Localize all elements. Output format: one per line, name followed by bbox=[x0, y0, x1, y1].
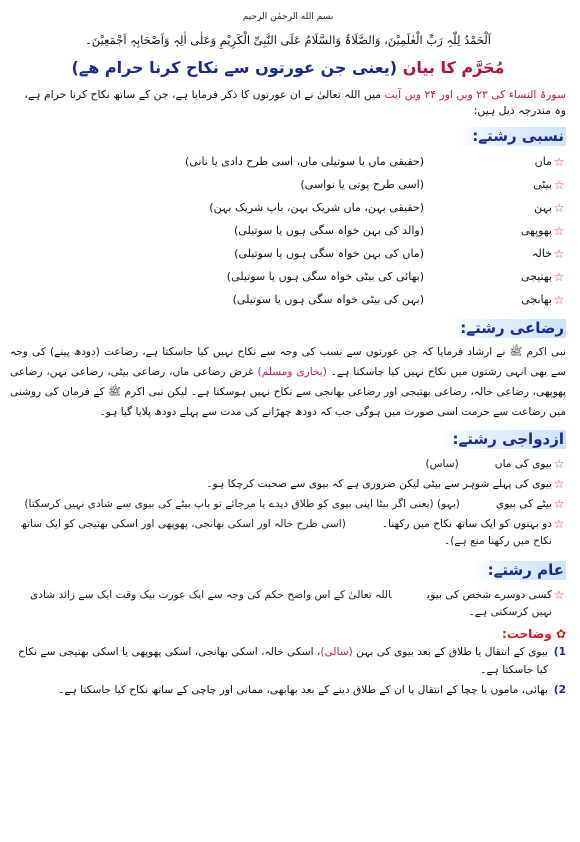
relation-desc: (والد کی بہن خواہ سگی ہوں یا سوتیلی) bbox=[234, 224, 424, 237]
item-highlight: (سالی) bbox=[320, 646, 353, 658]
star-icon: ☆ bbox=[553, 457, 565, 471]
aam-list bbox=[10, 587, 566, 621]
intro-text: میں اللہ تعالیٰ نے ان عورتوں کا ذکر فرمایا ہے، جن کے ساتھ نکاح کرنا حرام ہے، وہ مندرجہ ذیل ہیں: bbox=[24, 88, 566, 117]
opening-doxa: اَلْحَمْدُ لِلّٰہِ رَبِّ الْعٰلَمِیْنَ، وَالصَّلَاۃُ وَالسَّلَامُ عَلَی النَّبِیِّ الْکَرِیْمِ وَعَلٰی اٰلِہٖ وَاَصْحَابِہٖ اَجْمَعِیْنَ۔ bbox=[85, 33, 491, 47]
section-heading-aam: عام رشتے: bbox=[474, 561, 566, 580]
wazahat-list bbox=[10, 643, 566, 699]
relation-name: پھوپھی bbox=[520, 224, 552, 237]
item-text: بیٹے کی بیوی bbox=[495, 498, 552, 510]
item-text: دو بہنوں کو ایک ساتھ نکاح میں رکھنا۔ bbox=[381, 518, 552, 530]
relation-name: بہن bbox=[534, 201, 552, 214]
razai-paragraph bbox=[10, 342, 566, 422]
relation-name: بھانجی bbox=[521, 293, 552, 306]
intro-paragraph bbox=[10, 87, 566, 119]
wazahat-label: وضاحت: bbox=[502, 627, 552, 641]
bismillah: بسم الله الرحمٰن الرحیم bbox=[242, 12, 334, 22]
item-number: 2) bbox=[553, 684, 566, 696]
item-number: 1) bbox=[553, 646, 566, 658]
item-note: اللہ تعالیٰ کے اس واضح حکم کی وجہ سے ایک عورت بیک وقت ایک سے زائد شادی نہیں کرسکتی ہے۔ bbox=[30, 589, 552, 618]
intro-reference: سورۃ النساء کی ۲۳ ویں اور ۲۴ ویں آیت bbox=[384, 88, 566, 101]
list-item bbox=[10, 681, 566, 699]
list-item bbox=[10, 288, 566, 311]
star-icon: ☆ bbox=[553, 200, 565, 215]
page-title bbox=[10, 58, 566, 77]
title-main: مُحَرَّم کا بیان bbox=[402, 58, 505, 77]
star-icon: ☆ bbox=[553, 246, 565, 261]
item-text: بیوی کی پہلے شوہر سے بیٹی لیکن ضروری ہے کہ بیوی سے صحبت کرچکا ہو۔ bbox=[206, 478, 552, 490]
star-icon: ☆ bbox=[553, 588, 565, 602]
relation-desc: (حقیقی بہن، ماں شریک بہن، باپ شریک بہن) bbox=[209, 201, 424, 214]
relation-desc: (ماں کی بہن خواہ سگی ہوں یا سوتیلی) bbox=[234, 247, 424, 260]
list-item bbox=[10, 173, 566, 196]
list-item bbox=[10, 456, 566, 473]
item-note: (اسی طرح خالہ اور اسکی بھانجی، پھوپھی اور اسکی بھتیجی کو ایک ساتھ نکاح میں رکھنا منع ہے)۔ bbox=[20, 518, 552, 547]
section-heading-nasabi: نسبی رشتے: bbox=[458, 127, 566, 146]
nasabi-list bbox=[10, 150, 566, 311]
item-text-cont: ، اسکی خالہ، اسکی بھانجی، اسکی پھوپھی یا اسکی بھتیجی سے نکاح کیا جاسکتا ہے۔ bbox=[18, 646, 548, 676]
section-heading-izdiwaji: ازدواجی رشتے: bbox=[439, 430, 566, 449]
list-item bbox=[10, 643, 566, 679]
star-icon: ☆ bbox=[553, 477, 565, 491]
list-item bbox=[10, 496, 566, 513]
title-sub: (یعنی جن عورتوں سے نکاح کرنا حرام ھے) bbox=[71, 58, 398, 77]
item-text: بھائی، ماموں یا چچا کے انتقال یا ان کے طلاق دینے کے بعد بھابھی، ممانی اور چاچی کے ساتھ نکاح کیا جاسکتا ہے۔ bbox=[58, 684, 548, 696]
item-text: بیوی کے انتقال یا طلاق کے بعد بیوی کی بہن bbox=[356, 646, 548, 658]
star-icon: ☆ bbox=[553, 269, 565, 284]
list-item bbox=[10, 476, 566, 493]
star-icon: ☆ bbox=[553, 517, 565, 531]
star-icon: ☆ bbox=[553, 292, 565, 307]
section-heading-wazahat bbox=[10, 627, 566, 641]
list-item bbox=[10, 242, 566, 265]
item-text: کسی دوسرے شخص کی بیوی bbox=[427, 589, 552, 601]
list-item bbox=[10, 265, 566, 288]
item-note: (ساس) bbox=[425, 458, 459, 470]
relation-desc: (بھائی کی بیٹی خواہ سگی ہوں یا سوتیلی) bbox=[226, 270, 424, 283]
relation-desc: (حقیقی ماں یا سوتیلی ماں، اسی طرح دادی یا نانی) bbox=[184, 155, 424, 168]
relation-name: خالہ bbox=[532, 247, 552, 260]
list-item bbox=[10, 196, 566, 219]
star-icon: ☆ bbox=[553, 497, 565, 511]
list-item bbox=[10, 150, 566, 173]
item-note: (بہو) (یعنی اگر بیٹا اپنی بیوی کو طلاق دیدے یا مرجائے تو باپ بیٹے کی بیوی سے شادی نہیں کرسکتا) bbox=[24, 498, 460, 510]
sparkle-icon: ✿ bbox=[555, 627, 566, 641]
star-icon: ☆ bbox=[553, 154, 565, 169]
star-icon: ☆ bbox=[553, 177, 565, 192]
list-item bbox=[10, 587, 566, 621]
relation-name: بیٹی bbox=[533, 178, 552, 191]
relation-name: بھتیجی bbox=[520, 270, 552, 283]
hadith-reference: (بخاری ومسلم) bbox=[257, 366, 327, 378]
relation-desc: (بہن کی بیٹی خواہ سگی ہوں یا سوتیلی) bbox=[232, 293, 424, 306]
relation-desc: (اسی طرح پوتی یا نواسی) bbox=[300, 178, 424, 191]
razai-text-2: غرض رضاعی ماں، رضاعی بیٹی، رضاعی بہن، رضاعی پھوپھی، رضاعی خالہ، رضاعی بھتیجی اور رضاعی بھانجی سے نکاح نہیں ہوسکتا ہے۔ لیکن نبی اکرم ﷺ کے فرمان کی روشنی میں رضاعت سے حرمت اسی صورت میں ہوگی جب کہ دودھ چھڑانے کی مدت سے پہلے دودھ پلایا گیا ہو۔ bbox=[10, 366, 566, 418]
list-item bbox=[10, 516, 566, 550]
izdiwaji-list bbox=[10, 456, 566, 550]
item-text: بیوی کی ماں bbox=[494, 458, 552, 470]
star-icon: ☆ bbox=[553, 223, 565, 238]
razai-text-1: نبی اکرم ﷺ نے ارشاد فرمایا کہ جن عورتوں سے نسب کی وجہ سے نکاح نہیں کیا جاسکتا ہے، رضاعت (دودھ پینے) کی وجہ سے بھی انہی رشتوں میں نکاح نہیں کیا جاسکتا ہے۔ bbox=[10, 346, 567, 378]
list-item bbox=[10, 219, 566, 242]
section-heading-razai: رضاعی رشتے: bbox=[446, 319, 566, 338]
relation-name: ماں bbox=[534, 155, 552, 168]
